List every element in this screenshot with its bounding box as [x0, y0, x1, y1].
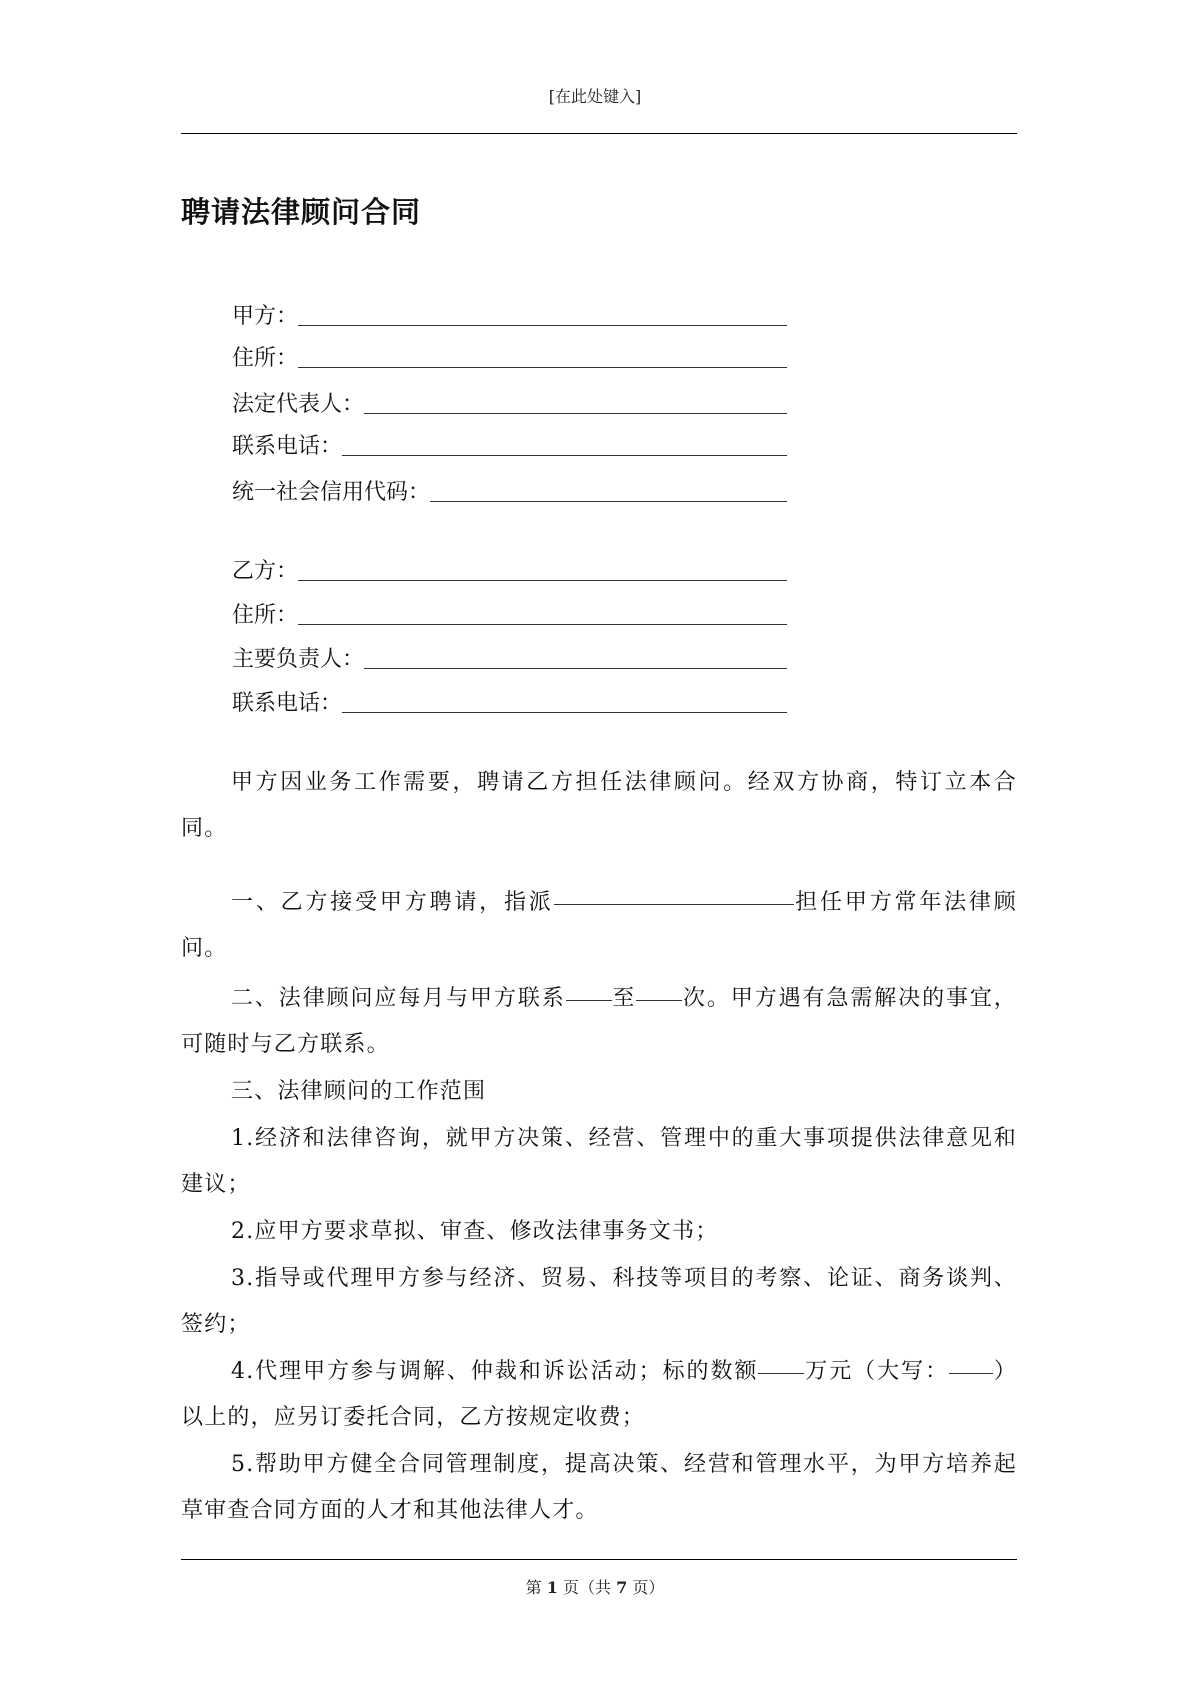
party-a-address-blank[interactable]: [298, 367, 787, 368]
party-b-name-label: 乙方：: [232, 559, 299, 584]
party-a-name-label: 甲方：: [232, 304, 299, 329]
clause-2-blank-max[interactable]: [636, 999, 682, 1001]
clause-2-mid: 至: [611, 986, 637, 1011]
party-a-phone-label: 联系电话：: [232, 434, 343, 459]
clause-3-item-4: [181, 1349, 1017, 1441]
party-b-phone-line: [232, 677, 787, 717]
clause-3-item-4-amount-blank[interactable]: [758, 1372, 804, 1374]
clause-3: 三、法律顾问的工作范围: [231, 1079, 487, 1104]
party-b-name-blank[interactable]: [298, 580, 787, 581]
party-a-name-blank[interactable]: [298, 325, 787, 326]
clause-3-item-4-uppercase-blank[interactable]: [949, 1372, 993, 1374]
party-b-phone-label: 联系电话：: [232, 691, 343, 716]
party-b-address-label: 住所：: [232, 603, 299, 628]
intro-paragraph: 甲方因业务工作需要，聘请乙方担任法律顾问。经双方协商，特订立本合同。: [181, 770, 1017, 841]
header-rule: [181, 133, 1017, 134]
party-a-legal-rep-blank[interactable]: [364, 413, 787, 414]
party-a-credit-code-line: [232, 466, 787, 506]
footer-page-mid: 页（共: [557, 1578, 617, 1597]
clause-2-after: 次。甲方遇有急需解决的事宜，可随时与乙方联系。: [181, 986, 1017, 1057]
clause-3-item-2: 2.应甲方要求草拟、审查、修改法律事务文书；: [231, 1219, 719, 1244]
party-a-name-line: [232, 290, 787, 330]
clause-1-after: 担任甲方常年法律顾问。: [181, 890, 1017, 961]
document-title: 聘请法律顾问合同: [181, 195, 422, 229]
page-header: [在此处键入]: [548, 87, 642, 106]
clause-3-item-4-before: 4.代理甲方参与调解、仲裁和诉讼活动；标的数额: [231, 1359, 759, 1384]
party-a-address-label: 住所：: [232, 346, 299, 371]
footer-page-number: 1: [546, 1578, 558, 1597]
party-a-phone-blank[interactable]: [342, 455, 787, 456]
clause-2: [181, 976, 1017, 1068]
clause-3-item-4-mid: 万元（大写：: [804, 1359, 950, 1384]
clause-2-before: 二、法律顾问应每月与甲方联系: [231, 986, 566, 1011]
footer-page-suffix: 页）: [627, 1578, 665, 1597]
clause-1-blank[interactable]: [554, 903, 794, 905]
clause-2-blank-min[interactable]: [566, 999, 612, 1001]
party-a-credit-code-blank[interactable]: [430, 501, 787, 502]
clause-1-before: 一、乙方接受甲方聘请，指派: [231, 890, 554, 915]
clause-3-item-3: 3.指导或代理甲方参与经济、贸易、科技等项目的考察、论证、商务谈判、签约；: [181, 1266, 1017, 1337]
party-b-leader-label: 主要负责人：: [232, 647, 365, 672]
party-b-name-line: [232, 545, 787, 585]
party-a-address-line: [232, 332, 787, 372]
clause-3-item-1: 1.经济和法律咨询，就甲方决策、经营、管理中的重大事项提供法律意见和建议；: [181, 1126, 1017, 1197]
party-b-phone-blank[interactable]: [342, 712, 787, 713]
party-a-legal-rep-line: [232, 378, 787, 418]
party-a-legal-rep-label: 法定代表人：: [232, 392, 365, 417]
clause-1: [181, 880, 1017, 972]
party-a-phone-line: [232, 420, 787, 460]
party-b-address-line: [232, 589, 787, 629]
page-footer: [0, 1575, 1190, 1598]
party-b-leader-line: [232, 633, 787, 673]
party-b-address-blank[interactable]: [298, 624, 787, 625]
footer-rule: [181, 1559, 1017, 1560]
footer-page-total: 7: [616, 1578, 628, 1597]
party-a-credit-code-label: 统一社会信用代码：: [232, 480, 431, 505]
footer-page-prefix: 第: [525, 1578, 547, 1597]
clause-3-item-4-after: ）以上的，应另订委托合同，乙方按规定收费；: [181, 1359, 1018, 1430]
party-b-leader-blank[interactable]: [364, 668, 787, 669]
clause-3-item-5: 5.帮助甲方健全合同管理制度，提高决策、经营和管理水平，为甲方培养起草审查合同方面的人才和其他法律人才。: [181, 1452, 1017, 1523]
